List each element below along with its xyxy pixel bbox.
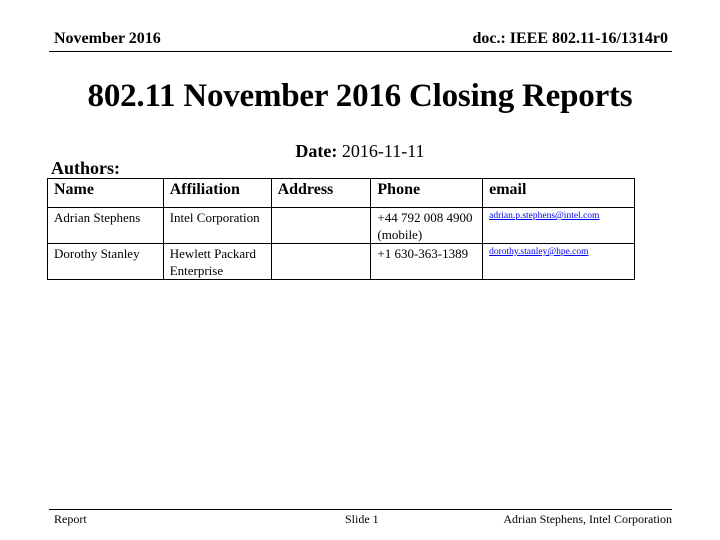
- author-email-cell: [483, 244, 635, 280]
- author-affiliation: Intel Corporation: [163, 208, 271, 244]
- author-phone: +1 630-363-1389: [371, 244, 483, 280]
- author-address: [271, 244, 371, 280]
- table-row: [48, 208, 635, 244]
- date-label: Date:: [295, 141, 338, 161]
- slide-number: Slide 1: [345, 512, 379, 526]
- header-divider: [49, 51, 672, 52]
- authors-table: [47, 178, 635, 280]
- table-row: [48, 244, 635, 280]
- authors-label: Authors:: [51, 158, 121, 178]
- column-header-phone: Phone: [371, 179, 483, 208]
- column-header-affiliation: Affiliation: [163, 179, 271, 208]
- table-header-row: [48, 179, 635, 208]
- column-header-address: Address: [271, 179, 371, 208]
- header-doc-id: doc.: IEEE 802.11-16/1314r0: [472, 30, 668, 47]
- author-email-link[interactable]: dorothy.stanley@hpe.com: [489, 247, 589, 257]
- date-value: 2016-11-11: [341, 141, 425, 161]
- author-email-link[interactable]: adrian.p.stephens@intel.com: [489, 211, 600, 221]
- author-phone: +44 792 008 4900 (mobile): [371, 208, 483, 244]
- footer-divider: [49, 509, 672, 510]
- author-affiliation: Hewlett Packard Enterprise: [163, 244, 271, 280]
- slide-title: 802.11 November 2016 Closing Reports: [87, 78, 633, 114]
- footer-left: Report: [54, 512, 87, 526]
- column-header-email: email: [483, 179, 635, 208]
- footer-author: Adrian Stephens, Intel Corporation: [503, 512, 672, 526]
- author-name: Adrian Stephens: [48, 208, 164, 244]
- column-header-name: Name: [48, 179, 164, 208]
- author-email-cell: [483, 208, 635, 244]
- author-name: Dorothy Stanley: [48, 244, 164, 280]
- header-date: November 2016: [54, 30, 161, 47]
- author-address: [271, 208, 371, 244]
